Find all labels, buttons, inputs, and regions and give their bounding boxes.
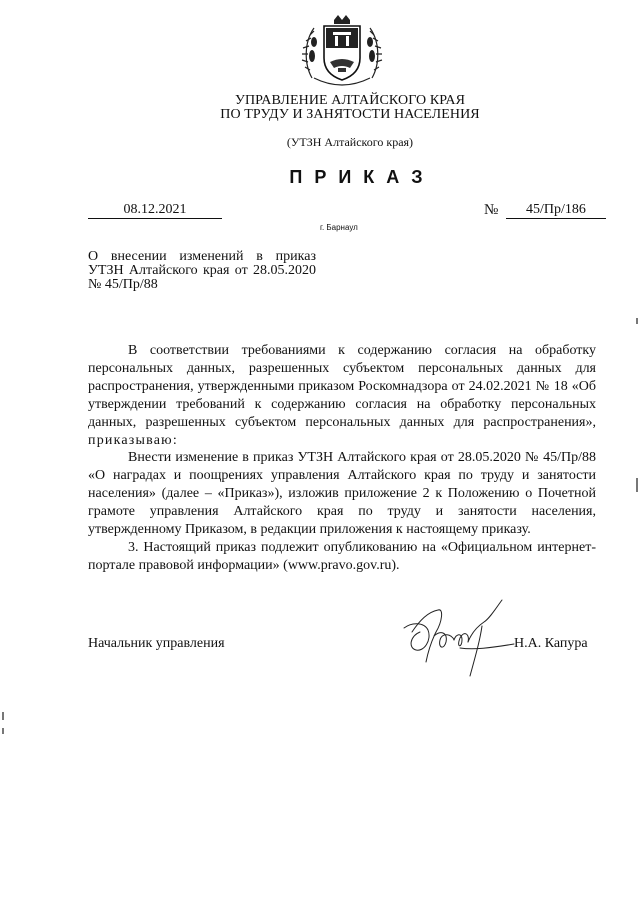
document-date: 08.12.2021 xyxy=(88,202,222,219)
organization-short-name: (УТЗН Алтайского края) xyxy=(286,135,414,149)
scan-edge-mark-left-1 xyxy=(2,712,4,720)
subject-line3: № 45/Пр/88 xyxy=(88,277,158,292)
body-paragraph-3: 3. Настоящий приказ подлежит опубликованию на «Официальном интернет-портале правовой информации» (www.pravo.gov.ru). xyxy=(88,539,596,573)
subject-line1: О внесении изменений в приказ xyxy=(88,249,316,264)
body-paragraph-2: Внести изменение в приказ УТЗН Алтайского края от 28.05.2020 № 45/Пр/88 «О наградах и поощрениях управления Алтайского края по труду и занятости населения» (далее – «Приказ»), изложив приложение 2 к Положению о Почетной грамоте управления Алтайского края по труду и занятости населения, утвержденному Приказом, в редакции приложения к настоящему приказу. xyxy=(88,450,596,538)
order-body xyxy=(88,342,596,575)
order-subject xyxy=(88,250,316,292)
document-number: 45/Пр/186 xyxy=(506,202,606,219)
number-sign: № xyxy=(484,202,499,218)
handwritten-signature xyxy=(398,592,516,684)
subject-line2: УТЗН Алтайского края от 28.05.2020 xyxy=(88,263,316,278)
coat-of-arms-emblem xyxy=(300,12,384,92)
scan-edge-mark-left-2 xyxy=(2,728,4,734)
organization-name-line1: УПРАВЛЕНИЕ АЛТАЙСКОГО КРАЯ xyxy=(234,93,466,108)
city-name: г. Барнаул xyxy=(320,223,358,232)
organization-name-line2: ПО ТРУДУ И ЗАНЯТОСТИ НАСЕЛЕНИЯ xyxy=(220,107,480,122)
signatory-role: Начальник управления xyxy=(88,636,225,651)
document-type-title: ПРИКАЗ xyxy=(289,167,435,187)
paragraph-1-text: В соответствии требованиями к содержанию согласия на обработку персональных данных, разрешенных субъектом персональных данных для распространения, утвержденными приказом Роскомнадзора от 24.02.2021 № 18 «Об утверждении требований к содержанию согласия на обработку персональных данных, разрешенных субъектом персональных данных для распространения», xyxy=(88,343,596,430)
organization-name xyxy=(180,94,520,122)
scan-edge-mark-right-2 xyxy=(636,478,638,492)
order-directive: приказываю: xyxy=(88,432,178,448)
body-paragraph-1 xyxy=(88,342,596,449)
scan-edge-mark-right-1 xyxy=(636,318,638,324)
signatory-name: Н.А. Капура xyxy=(514,636,588,651)
